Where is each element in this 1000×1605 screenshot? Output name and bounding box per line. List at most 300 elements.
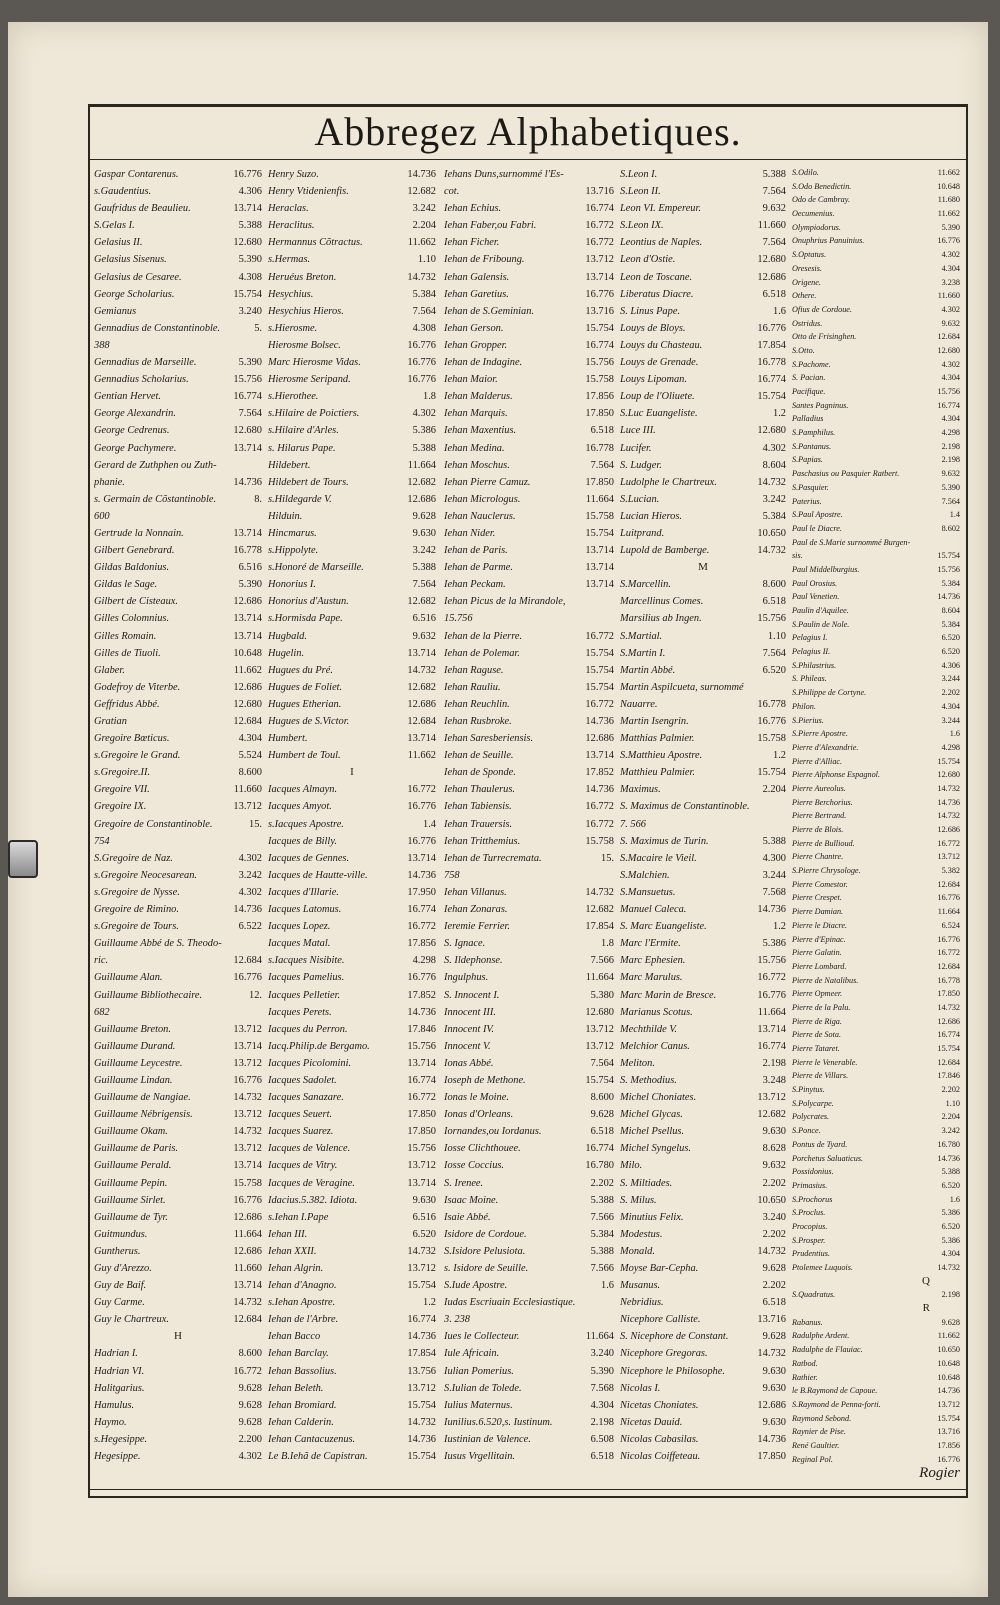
entry-reference: 13.712 (407, 1263, 436, 1274)
entry-name: Guillaume Nébrigensis. (94, 1109, 193, 1121)
entry-name: Pierre de la Palu. (792, 1002, 851, 1012)
entry-reference: 14.736 (937, 1153, 960, 1163)
entry-reference: 16.776 (585, 288, 614, 300)
entry-reference: 12.680 (233, 237, 262, 249)
entry-reference: 17.846 (407, 1023, 436, 1035)
index-entry (792, 536, 960, 550)
entry-reference: 11.664 (757, 1006, 786, 1018)
entry-name: Guillaume Lindan. (94, 1074, 173, 1086)
entry-reference: 6.520 (762, 664, 786, 676)
entry-name: Hugbald. (268, 630, 307, 642)
entry-reference: 8.628 (762, 1143, 786, 1155)
entry-reference: 14.736 (407, 169, 436, 180)
entry-reference: 2.204 (941, 1112, 960, 1122)
entry-name: Iosse Coccius. (444, 1160, 505, 1172)
entry-name: Gertrude la Nonnain. (94, 527, 184, 539)
entry-name: Iehan Bacco (268, 1331, 321, 1343)
entry-reference: 6.520 (412, 1228, 436, 1240)
entry-name: Pierre Bertrand. (792, 811, 847, 821)
index-entry (268, 251, 436, 268)
entry-reference: 10.648 (233, 647, 262, 659)
entry-reference: 6.524 (941, 920, 960, 930)
entry-name: Iehan Moschus. (444, 459, 510, 471)
entry-reference: 15.756 (585, 357, 614, 369)
entry-reference: 11.660 (233, 784, 262, 796)
index-entry (268, 1260, 436, 1277)
index-entry (620, 1209, 786, 1226)
index-entry (444, 1414, 614, 1431)
index-entry (620, 1311, 786, 1328)
entry-reference: 7.564 (590, 459, 614, 471)
index-entry (94, 371, 262, 388)
entry-name: Pierre de Villars. (792, 1071, 849, 1081)
entry-name: Santes Pagninus. (792, 400, 849, 410)
entry-reference: 4.304 (941, 414, 960, 424)
index-entry (94, 1380, 262, 1397)
entry-name: Matthias Palmier. (620, 733, 695, 745)
entry-reference: 6.516 (412, 1211, 436, 1223)
entry-reference: 4.302 (238, 886, 262, 898)
entry-reference: 13.716 (757, 1314, 786, 1326)
catchword: Rogier (919, 1465, 960, 1481)
index-entry (792, 1261, 960, 1275)
entry-name: Iehan Saresberiensis. (444, 733, 534, 745)
entry-reference: 4.306 (238, 186, 262, 198)
entry-reference: 5.388 (590, 1194, 614, 1206)
section-letter: M (698, 561, 708, 574)
entry-name: 3. 238 (444, 1314, 470, 1326)
entry-name: S. Milus. (620, 1194, 657, 1206)
entry-reference: 16.774 (937, 400, 960, 410)
index-entry (268, 1226, 436, 1243)
entry-name: Radulphe de Flauiac. (792, 1345, 863, 1355)
entry-reference: 11.664 (585, 972, 614, 984)
entry-name: Nicolas Coiffeteau. (620, 1451, 701, 1463)
entry-reference: 12.682 (757, 1109, 786, 1121)
entry-name: Guy Carme. (94, 1297, 145, 1309)
entry-name: Maximus. (620, 784, 661, 796)
entry-name: Primasius. (792, 1180, 828, 1190)
index-entry (268, 1414, 436, 1431)
entry-reference: 2.200 (238, 1433, 262, 1445)
index-entry (792, 686, 960, 700)
entry-reference: 16.778 (757, 357, 786, 369)
entry-name: Heraclas. (268, 203, 309, 215)
entry-reference: 12.680 (585, 1006, 614, 1018)
index-entry (444, 1345, 614, 1362)
index-entry (268, 474, 436, 491)
entry-name: Pierre Chantre. (792, 852, 844, 862)
index-column-1 (94, 166, 262, 1468)
entry-reference: 13.712 (937, 852, 960, 862)
entry-reference: 16.772 (407, 921, 436, 933)
entry-reference: 13.714 (585, 750, 614, 762)
entry-name: Iacques Seuert. (268, 1109, 333, 1121)
entry-name: Humbert. (268, 733, 308, 745)
index-entry (268, 1140, 436, 1157)
index-entry (444, 1157, 614, 1174)
entry-name: Iehan de Friboung. (444, 254, 525, 266)
entry-name: s.Iacques Nisibite. (268, 955, 345, 967)
index-entry (444, 269, 614, 286)
entry-name: Iehan Beleth. (268, 1382, 324, 1394)
entry-reference: 1.8 (601, 938, 614, 950)
entry-reference: 16.772 (407, 784, 436, 796)
entry-name: Iehan de l'Arbre. (268, 1314, 339, 1326)
entry-name: Isaie Abbé. (444, 1211, 491, 1223)
index-entry (620, 1055, 786, 1072)
entry-name: le B.Raymond de Capoue. (792, 1386, 878, 1396)
entry-name: Michel Syngelus. (620, 1143, 691, 1155)
index-entry (268, 303, 436, 320)
entry-reference: 14.736 (937, 797, 960, 807)
entry-reference: 13.716 (585, 305, 614, 317)
entry-reference: 15.754 (937, 1413, 960, 1423)
index-entry (792, 891, 960, 905)
index-entry (620, 542, 786, 559)
index-entry (94, 952, 262, 969)
entry-reference (404, 1465, 436, 1468)
index-entry (620, 1140, 786, 1157)
index-entry (792, 563, 960, 577)
index-entry (94, 679, 262, 696)
entry-reference: 16.776 (937, 1454, 960, 1464)
entry-name: S. Ludger. (620, 459, 662, 471)
entry-reference: 14.732 (757, 476, 786, 488)
index-column-5 (792, 166, 960, 1468)
entry-reference: 9.632 (412, 630, 436, 642)
entry-name: Guillaume Okam. (94, 1126, 168, 1138)
entry-name: Ofius de Cordoue. (792, 304, 852, 314)
index-entry (444, 1106, 614, 1123)
entry-name: Heruéus Breton. (268, 271, 337, 283)
index-entry (94, 1004, 262, 1021)
entry-reference: 3.242 (238, 869, 262, 881)
entry-reference: 2.198 (590, 1416, 614, 1428)
entry-reference: 16.776 (757, 716, 786, 727)
entry-reference: 4.302 (941, 250, 960, 260)
entry-reference: 3.240 (762, 1211, 786, 1223)
index-entry (620, 1448, 786, 1465)
index-entry (620, 901, 786, 918)
index-entry (94, 593, 262, 610)
index-entry (268, 166, 436, 183)
index-entry (620, 1294, 786, 1311)
index-entry (444, 730, 614, 747)
entry-name: S.Pinytus. (792, 1085, 825, 1095)
index-entry (94, 850, 262, 867)
entry-name: Innocent III. (444, 1006, 496, 1018)
entry-name: s.Hierosme. (268, 322, 318, 334)
index-entry (792, 714, 960, 728)
index-entry (268, 1243, 436, 1260)
entry-reference: 7.564 (762, 237, 786, 249)
entry-reference: 11.662 (937, 209, 960, 219)
entry-reference: 13.712 (233, 801, 262, 813)
entry-name: Rabanus. (792, 1317, 823, 1327)
entry-reference: 10.650 (757, 1194, 786, 1206)
entry-name: Pierre Berchorius. (792, 797, 853, 807)
entry-reference: 3.244 (941, 715, 960, 725)
entry-reference: 13.714 (407, 1057, 436, 1069)
entry-name: S.Leon IX. (620, 220, 664, 232)
entry-reference: 16.776 (407, 835, 436, 847)
entry-name: Iehan Bromiard. (268, 1399, 337, 1411)
entry-name: Guillaume Sirlet. (94, 1194, 166, 1206)
entry-name: Heraclitus. (268, 220, 315, 232)
index-entry (792, 905, 960, 919)
entry-name: S.Leon II. (620, 186, 661, 198)
index-entry (268, 576, 436, 593)
entry-name: Gregoire VII. (94, 784, 150, 796)
entry-name: Iehan Bassolius. (268, 1365, 337, 1377)
entry-reference: 3.244 (941, 674, 960, 684)
entry-name: Pierre Tataret. (792, 1044, 840, 1053)
entry-reference: 14.732 (585, 886, 614, 898)
entry-reference: 13.714 (233, 1160, 262, 1172)
index-entry (620, 798, 786, 815)
index-entry (792, 1398, 960, 1412)
index-entry (620, 610, 786, 627)
entry-reference: 8.604 (941, 606, 960, 615)
entry-reference: 14.732 (407, 1245, 436, 1257)
index-entry (94, 251, 262, 268)
index-column-3 (444, 166, 614, 1468)
entry-name: S. Nicephore de Constant. (620, 1331, 729, 1343)
entry-reference: 1.10 (767, 630, 786, 642)
entry-name: Gilles de Tiuoli. (94, 647, 161, 659)
index-entry (444, 183, 614, 200)
entry-reference: 16.778 (585, 442, 614, 454)
index-entry (94, 1414, 262, 1431)
entry-reference: 16.772 (585, 220, 614, 232)
index-entry (268, 1431, 436, 1448)
index-entry (444, 645, 614, 662)
index-entry (94, 1072, 262, 1089)
entry-reference: 16.776 (233, 972, 262, 984)
page-frame (88, 104, 968, 1498)
entry-reference: 17.854 (757, 339, 786, 351)
index-entry (620, 166, 786, 183)
index-entry (444, 1363, 614, 1380)
index-entry (268, 422, 436, 439)
index-entry (792, 1056, 960, 1070)
index-entry (620, 1277, 786, 1294)
index-entry (792, 919, 960, 933)
entry-reference: 9.632 (762, 1160, 786, 1172)
index-entry (94, 269, 262, 286)
entry-reference: 6.520 (941, 647, 960, 657)
index-entry (94, 867, 262, 884)
entry-reference: 12.684 (407, 716, 436, 727)
entry-reference: 15.756 (937, 564, 960, 574)
entry-reference: 14.732 (233, 1297, 262, 1309)
entry-reference: 8.604 (762, 459, 786, 471)
entry-name: Marianus Scotus. (620, 1006, 693, 1018)
entry-name: Iulius Maternus. (444, 1399, 513, 1411)
entry-name: Lupold de Bamberge. (620, 545, 710, 557)
entry-name: Iudas Escriuain Ecclesiastique. (444, 1297, 576, 1309)
entry-name: Isidore de Cordoue. (444, 1228, 527, 1240)
index-entry (792, 276, 960, 290)
index-entry (792, 1275, 960, 1289)
entry-reference: 9.628 (238, 1399, 262, 1411)
index-entry (94, 286, 262, 303)
index-entry (268, 816, 436, 833)
index-entry (620, 320, 786, 337)
index-entry (444, 286, 614, 303)
index-entry (94, 1328, 262, 1345)
index-entry (94, 474, 262, 491)
entry-reference: 16.772 (407, 1092, 436, 1104)
entry-name: Gelasius II. (94, 237, 143, 249)
index-entry (620, 1243, 786, 1260)
entry-reference: 12.680 (233, 698, 262, 710)
entry-name: Paul de S.Marie surnommé Burgen- (792, 537, 911, 547)
entry-name: Raymond Sebond. (792, 1413, 852, 1423)
entry-name: Iehan de Seuille. (444, 750, 514, 762)
entry-name: Iehan Nauclerus. (444, 510, 516, 522)
entry-reference: 12.686 (233, 1211, 262, 1223)
index-entry (620, 183, 786, 200)
index-entry (792, 1028, 960, 1042)
index-entry (620, 1328, 786, 1345)
entry-reference: 5.386 (412, 425, 436, 437)
entry-reference: 12.686 (585, 733, 614, 745)
index-entry (444, 422, 614, 439)
entry-name: 600 (94, 510, 110, 522)
index-entry (792, 1343, 960, 1357)
entry-reference: 14.736 (407, 1006, 436, 1018)
entry-name: Reginal Pol. (792, 1454, 833, 1464)
entry-reference: 16.778 (757, 698, 786, 710)
section-letter: Q (922, 1274, 930, 1287)
index-entry (444, 1021, 614, 1038)
index-entry (94, 1209, 262, 1226)
index-entry (94, 1055, 262, 1072)
entry-name: Martin Abbé. (620, 664, 676, 676)
entry-reference: 11.662 (937, 1331, 960, 1341)
index-entry (268, 713, 436, 730)
entry-name: Onuphrius Panuinius. (792, 236, 865, 246)
entry-reference: 14.732 (407, 271, 436, 283)
index-entry (94, 320, 262, 337)
index-entry (620, 1089, 786, 1106)
index-entry (444, 679, 614, 696)
entry-reference: 13.714 (233, 527, 262, 539)
index-entry (268, 337, 436, 354)
entry-reference: 5. (254, 322, 262, 334)
entry-reference: 16.772 (757, 972, 786, 984)
entry-reference: 5.390 (590, 1365, 614, 1377)
entry-name: s. Germain de Cõstantinoble. (94, 493, 217, 505)
title-rule (90, 159, 966, 160)
index-entry (94, 662, 262, 679)
entry-reference: 2.202 (762, 1177, 786, 1189)
index-entry (268, 1397, 436, 1414)
entry-reference: 11.660 (757, 220, 786, 232)
entry-reference: 4.304 (590, 1399, 614, 1411)
entry-name: s.Hegesippe. (94, 1433, 148, 1445)
entry-name: Gregoire de Constantinoble. (94, 818, 213, 830)
entry-name: Pierre Lombard. (792, 961, 847, 971)
entry-reference: 15.758 (585, 835, 614, 847)
index-entry (620, 628, 786, 645)
index-entry (94, 559, 262, 576)
index-entry (620, 200, 786, 217)
binder-clip (8, 840, 38, 878)
index-entry (792, 823, 960, 837)
index-entry (792, 782, 960, 796)
entry-reference: 15.754 (585, 527, 614, 539)
entry-name: Milo. (620, 1160, 643, 1172)
index-entry (94, 1260, 262, 1277)
entry-name: Gentian Hervet. (94, 391, 161, 403)
entry-reference: 13.714 (757, 1023, 786, 1035)
entry-reference: 12.684 (233, 716, 262, 727)
entry-name: Ionas Abbé. (444, 1057, 494, 1069)
entry-reference: 14.736 (585, 784, 614, 796)
index-entry (620, 1004, 786, 1021)
entry-name: Gerard de Zuthphen ou Zuth- (94, 459, 217, 471)
entry-reference: 13.714 (233, 630, 262, 642)
entry-name: Hadrian I. (94, 1348, 138, 1360)
entry-name: Iacques de Billy. (268, 835, 337, 847)
index-entry (620, 1021, 786, 1038)
entry-reference: 16.772 (233, 1365, 262, 1377)
entry-reference: 16.772 (937, 948, 960, 958)
entry-reference: 9.630 (762, 1365, 786, 1377)
index-entry (94, 440, 262, 457)
entry-name: Gregoire IX. (94, 801, 147, 813)
entry-reference: 1.6 (949, 729, 960, 739)
index-entry (444, 884, 614, 901)
index-entry (792, 700, 960, 714)
index-entry (444, 559, 614, 576)
entry-reference: 11.664 (585, 493, 614, 505)
index-entry (444, 1089, 614, 1106)
entry-name: S.Proclus. (792, 1208, 826, 1218)
entry-name: Hierosme Seripand. (268, 374, 351, 386)
entry-reference: 3.242 (412, 203, 436, 215)
index-entry (620, 1157, 786, 1174)
index-entry (620, 867, 786, 884)
entry-name: Monald. (620, 1245, 655, 1257)
entry-reference: 16.776 (757, 322, 786, 334)
entry-reference: 13.712 (407, 1382, 436, 1394)
index-entry (792, 1001, 960, 1015)
index-entry (444, 525, 614, 542)
index-entry (792, 426, 960, 440)
entry-reference: 17.854 (585, 921, 614, 933)
index-entry (94, 1038, 262, 1055)
entry-name: Gratian (94, 716, 127, 727)
entry-reference: 9.630 (762, 1126, 786, 1138)
entry-reference: 5.386 (762, 938, 786, 950)
entry-name: Paul Orosius. (792, 578, 838, 588)
entry-name: S.Matthieu Apostre. (620, 750, 703, 762)
index-entry (620, 1465, 786, 1468)
entry-reference (588, 1465, 614, 1468)
entry-reference: 15. (249, 818, 262, 830)
entry-reference: 16.776 (407, 801, 436, 813)
entry-name: S.Martin I. (620, 647, 666, 659)
entry-name: 388 (94, 339, 110, 351)
entry-reference: 9.628 (238, 1382, 262, 1394)
entry-reference: 6.518 (590, 1126, 614, 1138)
entry-name: Gilles Romain. (94, 630, 157, 642)
index-entry (268, 610, 436, 627)
